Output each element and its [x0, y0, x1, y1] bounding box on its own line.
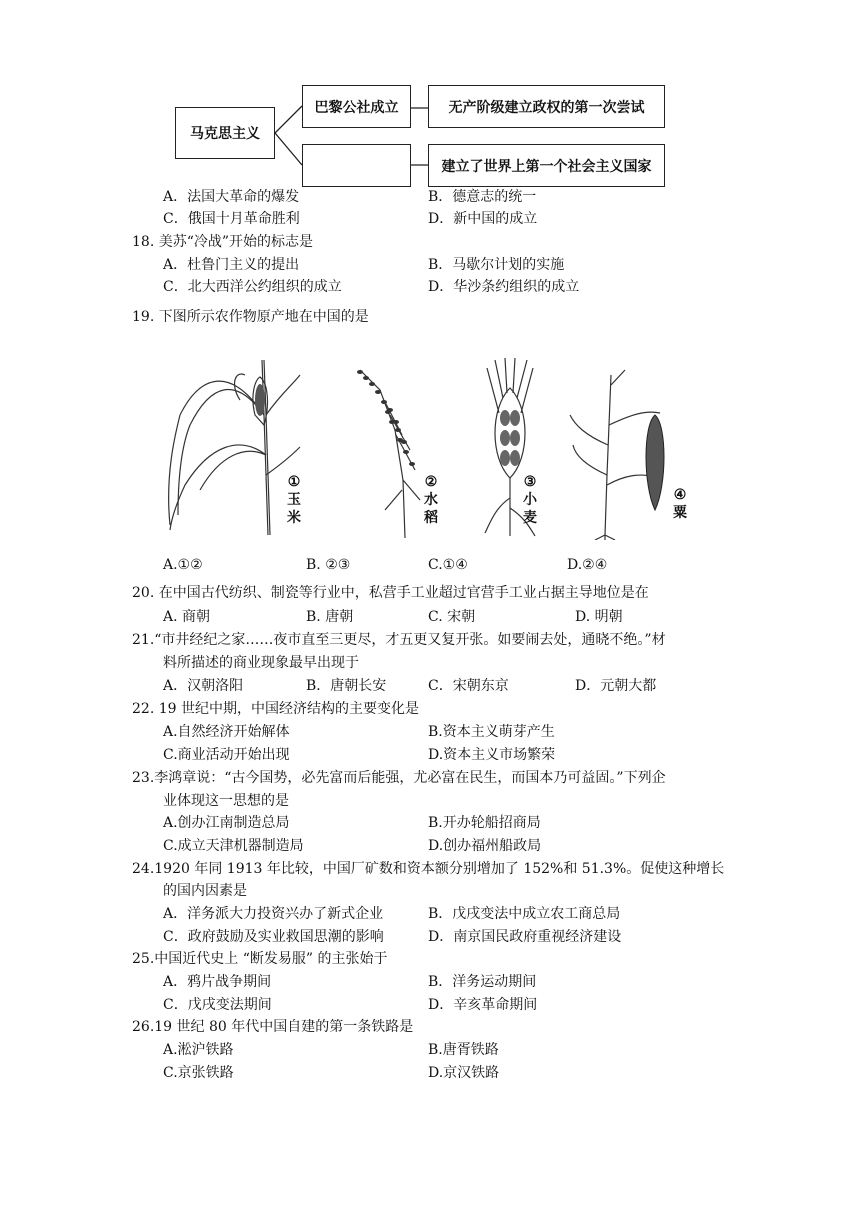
q19-stem: 19. 下图所示农作物原产地在中国的是 [132, 309, 369, 325]
plant-num-4: ④ [673, 487, 687, 503]
diagram-root-label: 马克思主义 [190, 126, 260, 142]
q24-option-c: C．政府鼓励及实业救国思潮的影响 [163, 929, 384, 945]
q24-stem-line2: 的国内因素是 [163, 883, 247, 899]
q25-option-b: B．洋务运动期间 [428, 974, 537, 990]
q26-option-c: C.京张铁路 [163, 1065, 234, 1081]
q25-option-c: C．戊戌变法期间 [163, 997, 272, 1013]
q23-stem-line1: 23.李鸿章说：“古今国势，必先富而后能强，尤必富在民生，而国本乃可益固。”下列企 [132, 770, 666, 786]
diagram-branch-top-label: 巴黎公社成立 [314, 99, 399, 116]
plant-name-corn: 玉米 [287, 492, 301, 526]
q26-option-b: B.唐胥铁路 [428, 1042, 499, 1058]
diagram-result-top-box [428, 85, 665, 128]
q26-option-a: A.淞沪铁路 [163, 1042, 234, 1058]
diagram-branch-bottom-box [302, 144, 411, 187]
q24-option-d: D．南京国民政府重视经济建设 [428, 929, 622, 945]
plant-label-corn [285, 473, 303, 527]
plant-num-3: ③ [523, 474, 537, 490]
diagram-result-bottom-box [428, 144, 665, 187]
q21-stem-line1: 21.“市井经纪之家……夜市直至三更尽，才五更又复开张。如要闹去处，通晓不绝。”材 [132, 632, 666, 648]
q22-option-b: B.资本主义萌芽产生 [428, 724, 555, 740]
q25-option-d: D．辛亥革命期间 [428, 997, 538, 1013]
q20-stem: 20. 在中国古代纺织、制瓷等行业中，私营手工业超过官营手工业占据主导地位是在 [132, 585, 649, 601]
q25-option-a: A．鸦片战争期间 [163, 974, 272, 990]
q26-option-d: D.京汉铁路 [428, 1065, 500, 1081]
plant-num-2: ② [424, 474, 438, 490]
plant-label-millet [671, 486, 689, 522]
plant-num-1: ① [287, 474, 301, 490]
q23-option-b: B.开办轮船招商局 [428, 815, 541, 831]
q22-option-c: C.商业活动开始出现 [163, 747, 290, 763]
q19-option-b: B. ②③ [306, 557, 351, 573]
diagram-result-top-label: 无产阶级建立政权的第一次尝试 [448, 99, 645, 116]
plant-label-rice [422, 473, 440, 527]
q20-option-c: C. 宋朝 [428, 609, 476, 625]
q21-option-d: D．元朝大都 [575, 678, 657, 694]
q17-option-c: C．俄国十月革命胜利 [163, 211, 300, 227]
diagram-branch-top-box [302, 85, 411, 128]
q20-option-b: B. 唐朝 [306, 609, 354, 625]
q20-option-a: A. 商朝 [163, 609, 211, 625]
q24-option-b: B．戊戌变法中成立农工商总局 [428, 906, 621, 922]
q18-option-d: D．华沙条约组织的成立 [428, 279, 580, 295]
rice-illustration [330, 360, 430, 540]
plant-name-wheat: 小麦 [523, 492, 537, 526]
q21-option-a: A．汉朝洛阳 [163, 678, 244, 694]
q21-option-c: C．宋朝东京 [428, 678, 509, 694]
q25-stem: 25.中国近代史上 “断发易服” 的主张始于 [132, 951, 388, 967]
q18-option-a: A．杜鲁门主义的提出 [163, 257, 300, 273]
q24-stem-line1: 24.1920 年同 1913 年比较，中国厂矿数和资本额分别增加了 152%和 51.3%。促使这种增长 [132, 861, 725, 877]
plant-label-wheat [521, 473, 539, 527]
q19-option-a: A.①② [163, 557, 203, 573]
q23-option-c: C.成立天津机器制造局 [163, 838, 304, 854]
q18-option-b: B．马歇尔计划的实施 [428, 257, 565, 273]
q18-stem: 18. 美苏“冷战”开始的标志是 [132, 234, 314, 250]
plant-name-rice: 水稻 [424, 492, 438, 526]
q19-option-d: D.②④ [567, 557, 608, 573]
q22-option-a: A.自然经济开始解体 [163, 724, 290, 740]
q23-option-a: A.创办江南制造总局 [163, 815, 290, 831]
q22-option-d: D.资本主义市场繁荣 [428, 747, 556, 763]
q23-stem-line2: 业体现这一思想的是 [163, 793, 289, 809]
q18-option-c: C．北大西洋公约组织的成立 [163, 279, 342, 295]
plant-name-millet: 粟 [673, 505, 687, 521]
q26-stem: 26.19 世纪 80 年代中国自建的第一条铁路是 [132, 1019, 414, 1035]
diagram-result-bottom-label: 建立了世界上第一个社会主义国家 [441, 158, 652, 175]
q22-stem: 22. 19 世纪中期，中国经济结构的主要变化是 [132, 701, 419, 717]
q24-option-a: A．洋务派大力投资兴办了新式企业 [163, 906, 384, 922]
q21-option-b: B．唐朝长安 [306, 678, 387, 694]
q19-option-c: C.①④ [428, 557, 468, 573]
q20-option-d: D. 明朝 [575, 609, 623, 625]
q21-stem-line2: 料所描述的商业现象最早出现于 [163, 655, 359, 671]
q23-option-d: D.创办福州船政局 [428, 838, 542, 854]
q17-option-d: D．新中国的成立 [428, 211, 538, 227]
q17-option-b: B．德意志的统一 [428, 189, 537, 205]
q17-option-a: A．法国大革命的爆发 [163, 189, 300, 205]
